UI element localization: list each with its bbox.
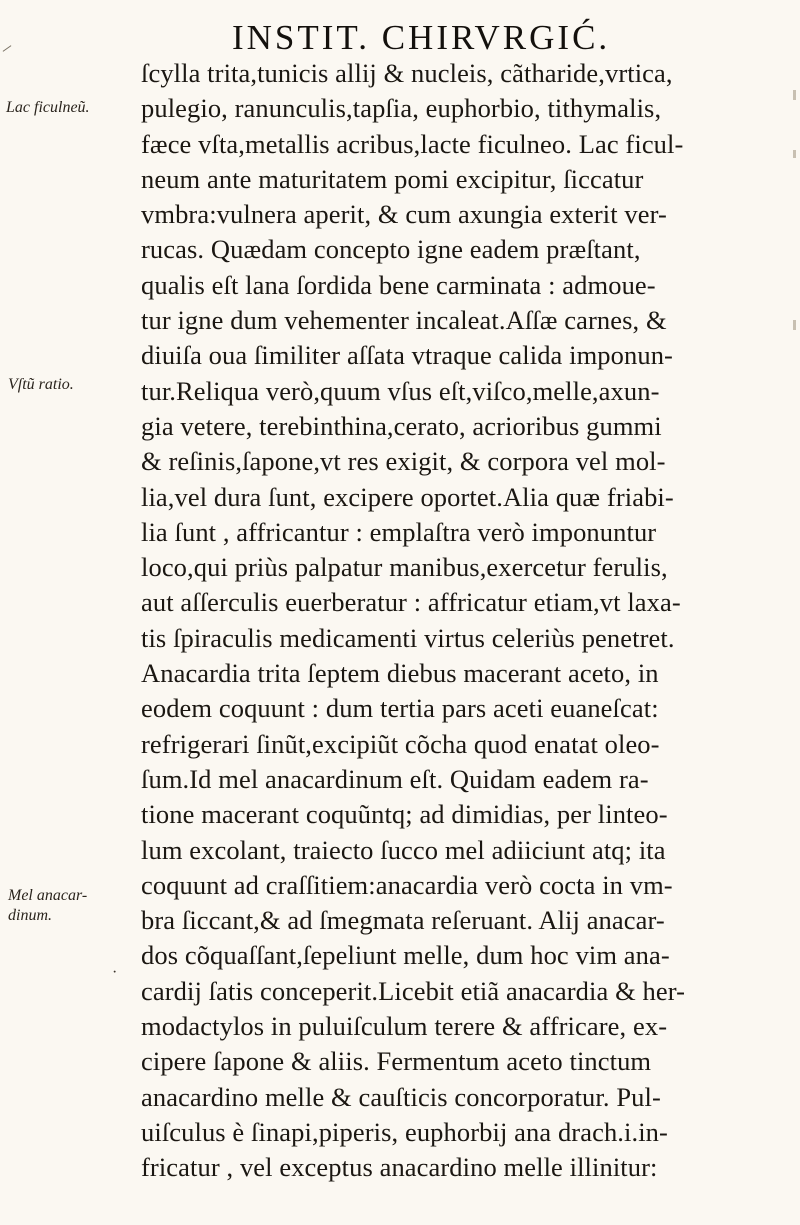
text-line: anacardino melle & cauſticis concorporatur. Pul-	[141, 1081, 661, 1112]
text-line: tis ſpiraculis medicamenti virtus celeriùs penetret.	[141, 622, 675, 653]
text-line: coquunt ad craſſitiem:anacardia verò cocta in vm-	[141, 869, 673, 900]
text-line: tione macerant coquũntq; ad dimidias, per linteo-	[141, 799, 668, 830]
text-line: & reſinis,ſapone,vt res exigit, & corpora vel mol-	[141, 446, 666, 477]
text-line: qualis eſt lana ſordida bene carminata : admoue-	[141, 269, 656, 300]
margin-note-mel-anacardinum: Mel anacar-	[8, 887, 88, 904]
text-line: diuiſa oua ſimiliter aſſata vtraque calida imponun-	[141, 340, 673, 371]
main-text	[141, 56, 800, 1186]
text-line: loco,qui priùs palpatur manibus,exercetur ferulis,	[141, 552, 668, 583]
text-line: rucas. Quædam concepto igne eadem præſtant,	[141, 234, 641, 265]
text-line: uiſculus è ſinapi,piperis, euphorbij ana drach.i.in-	[141, 1116, 668, 1147]
margin-note-lac-ficulneum: Lac ficulneũ.	[6, 99, 90, 116]
text-line: neum ante maturitatem pomi excipitur, ſiccatur	[141, 163, 644, 194]
text-line: refrigerari ſinũt,excipiũt cõcha quod enatat oleo-	[141, 728, 660, 759]
text-line: gia vetere, terebinthina,cerato, acrioribus gummi	[141, 410, 662, 441]
text-line: vmbra:vulnera aperit, & cum axungia exterit ver-	[141, 199, 667, 230]
text-line: modactylos in puluiſculum terere & affricare, ex-	[141, 1011, 668, 1042]
text-line: ſum.Id mel anacardinum eſt. Quidam eadem ra-	[141, 763, 649, 794]
text-line: lia,vel dura ſunt, excipere oportet.Alia quæ friabi-	[141, 481, 674, 512]
text-line: Anacardia trita ſeptem diebus macerant aceto, in	[141, 658, 659, 689]
text-line: fricatur , vel exceptus anacardino melle illinitur:	[141, 1152, 658, 1183]
text-line: bra ſiccant,& ad ſmegmata reſeruant. Alij anacar-	[141, 905, 665, 936]
running-header: INSTIT. CHIRVRGIĆ.	[232, 18, 611, 57]
text-line: ſcylla trita,tunicis allij & nucleis, cãtharide,vrtica,	[141, 58, 673, 88]
text-line: aut aſſerculis euerberatur : affricatur etiam,vt laxa-	[141, 587, 681, 618]
text-line: fæce vſta,metallis acribus,lacte ficulneo. Lac ficul-	[141, 128, 684, 159]
stray-mark: ·	[112, 964, 118, 981]
margin-note-ustio-ratio: Vſtũ ratio.	[8, 376, 74, 393]
text-line: tur.Reliqua verò,quum vſus eſt,viſco,melle,axun-	[141, 375, 660, 406]
text-line: lum excolant, traiecto ſucco mel adiiciunt atq; ita	[141, 834, 666, 865]
text-line: eodem coquunt : dum tertia pars aceti euaneſcat:	[141, 693, 659, 724]
margin-note-mel-anacardinum-cont: dinum.	[8, 907, 52, 924]
text-line: dos cõquaſſant,ſepeliunt melle, dum hoc vim ana-	[141, 940, 670, 971]
text-line: cardij ſatis conceperit.Licebit etiã anacardia & her-	[141, 975, 686, 1006]
text-line: tur igne dum vehementer incaleat.Aſſæ carnes, &	[141, 305, 667, 336]
corner-mark	[3, 45, 12, 52]
text-line: pulegio, ranunculis,tapſia, euphorbio, tithymalis,	[141, 93, 662, 124]
text-line: lia ſunt , affricantur : emplaſtra verò imponuntur	[141, 516, 657, 547]
text-line: cipere ſapone & aliis. Fermentum aceto tinctum	[141, 1046, 652, 1077]
